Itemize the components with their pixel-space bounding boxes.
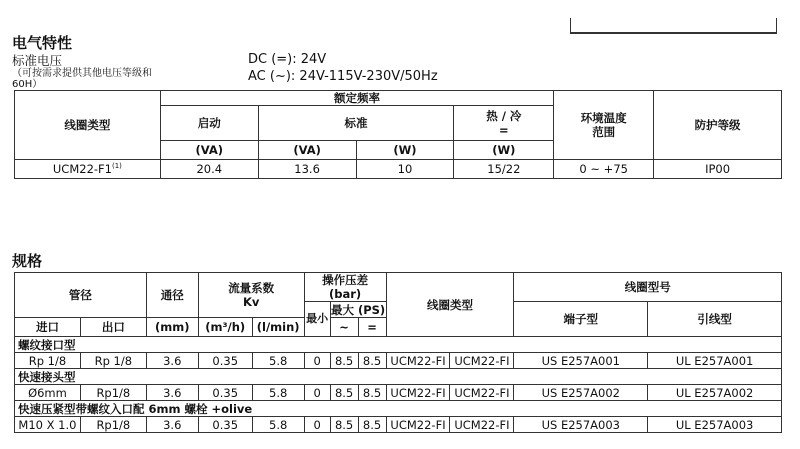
hot-cold-header: 热 / 冷 =: [454, 106, 554, 141]
table-cell: UCM22-FI: [386, 417, 450, 433]
std-voltage-label: 标准电压: [12, 53, 63, 68]
voltage-note-2: 60H）: [12, 79, 43, 90]
value-cell: 0 ~ +75: [554, 160, 654, 179]
flow-unit-l: (l/min): [252, 318, 304, 337]
inlet-header: 进口: [15, 318, 81, 337]
pressure-header: 操作压差 (bar): [304, 273, 386, 302]
min-header: 最小: [304, 302, 330, 337]
value-cell: 13.6: [258, 160, 356, 179]
terminal-header: 端子型: [514, 302, 648, 337]
section-title: 螺纹接口型: [15, 337, 782, 353]
max-header: 最大 (PS): [330, 302, 386, 317]
table-cell: UL E257A003: [648, 417, 782, 433]
electrical-title: 电气特性: [12, 34, 73, 52]
table-cell: UCM22-FI: [386, 353, 450, 369]
table-cell: 8.5: [330, 417, 358, 433]
table-cell: US E257A002: [514, 385, 648, 401]
table-cell: UL E257A002: [648, 385, 782, 401]
coil-type-header: 线圈类型: [386, 273, 514, 337]
table-cell: 5.8: [252, 417, 304, 433]
value-cell: 15/22: [454, 160, 554, 179]
ambient-header: 环境温度 范围: [554, 91, 654, 160]
coil-type-header: 线圈类型: [15, 91, 161, 160]
flow-header: 流量系数 Kv: [198, 273, 304, 318]
electrical-table: [14, 90, 782, 179]
table-cell: UL E257A001: [648, 353, 782, 369]
table-cell: Rp 1/8: [80, 353, 146, 369]
unit-cell: (W): [454, 141, 554, 160]
coil-model-header: 线圈型号: [514, 273, 782, 302]
rated-freq-header: 额定频率: [160, 91, 553, 106]
table-cell: 8.5: [330, 385, 358, 401]
table-cell: 0.35: [198, 417, 252, 433]
table-cell: Rp1/8: [80, 385, 146, 401]
table-row: [15, 353, 782, 369]
value-cell: 10: [356, 160, 454, 179]
standard-header: 标准: [258, 106, 454, 141]
table-cell: Rp 1/8: [15, 353, 81, 369]
table-cell: 3.6: [146, 385, 198, 401]
table-row: [15, 417, 782, 433]
table-cell: 0: [304, 417, 330, 433]
table-cell: 5.8: [252, 353, 304, 369]
ac-symbol: ~: [330, 318, 358, 337]
table-cell: 8.5: [358, 385, 386, 401]
table-cell: 3.6: [146, 353, 198, 369]
startup-header: 启动: [160, 106, 258, 141]
table-cell: 0.35: [198, 385, 252, 401]
value-cell: IP00: [654, 160, 782, 179]
protection-header: 防护等级: [654, 91, 782, 160]
ac-voltage: AC (~): 24V-115V-230V/50Hz: [248, 69, 438, 84]
table-cell: 0: [304, 385, 330, 401]
unit-cell: (VA): [160, 141, 258, 160]
bore-header: 通径: [146, 273, 198, 318]
spec-table: [14, 272, 782, 433]
table-cell: 8.5: [358, 417, 386, 433]
table-cell: 5.8: [252, 385, 304, 401]
table-cell: 0: [304, 353, 330, 369]
table-cell: 8.5: [358, 353, 386, 369]
table-cell: UCM22-FI: [450, 385, 514, 401]
pipe-header: 管径: [15, 273, 147, 318]
table-cell: 3.6: [146, 417, 198, 433]
table-cell: Ø6mm: [15, 385, 81, 401]
unit-cell: (W): [356, 141, 454, 160]
section-title: 快速压紧型带螺纹入口配 6mm 螺栓 +olive: [15, 401, 782, 417]
table-cell: M10 X 1.0: [15, 417, 81, 433]
corner-bracket: [570, 18, 777, 34]
table-cell: 0.35: [198, 353, 252, 369]
spec-title: 规格: [12, 252, 43, 270]
table-cell: US E257A003: [514, 417, 648, 433]
bore-unit: (mm): [146, 318, 198, 337]
table-cell: Rp1/8: [80, 417, 146, 433]
table-row: [15, 385, 782, 401]
dc-symbol: =: [358, 318, 386, 337]
value-cell: 20.4: [160, 160, 258, 179]
dc-voltage: DC (=): 24V: [248, 52, 327, 67]
table-cell: UCM22-FI: [450, 417, 514, 433]
voltage-note-1: （可按需求提供其他电压等级和: [12, 68, 152, 79]
table-cell: UCM22-FI: [450, 353, 514, 369]
outlet-header: 出口: [80, 318, 146, 337]
lead-header: 引线型: [648, 302, 782, 337]
unit-cell: (VA): [258, 141, 356, 160]
table-cell: 8.5: [330, 353, 358, 369]
model-cell: UCM22-F1$^{(1)}$: [15, 160, 161, 179]
section-title: 快速接头型: [15, 369, 782, 385]
table-cell: UCM22-FI: [386, 385, 450, 401]
table-cell: US E257A001: [514, 353, 648, 369]
flow-unit-m3: (m³/h): [198, 318, 252, 337]
